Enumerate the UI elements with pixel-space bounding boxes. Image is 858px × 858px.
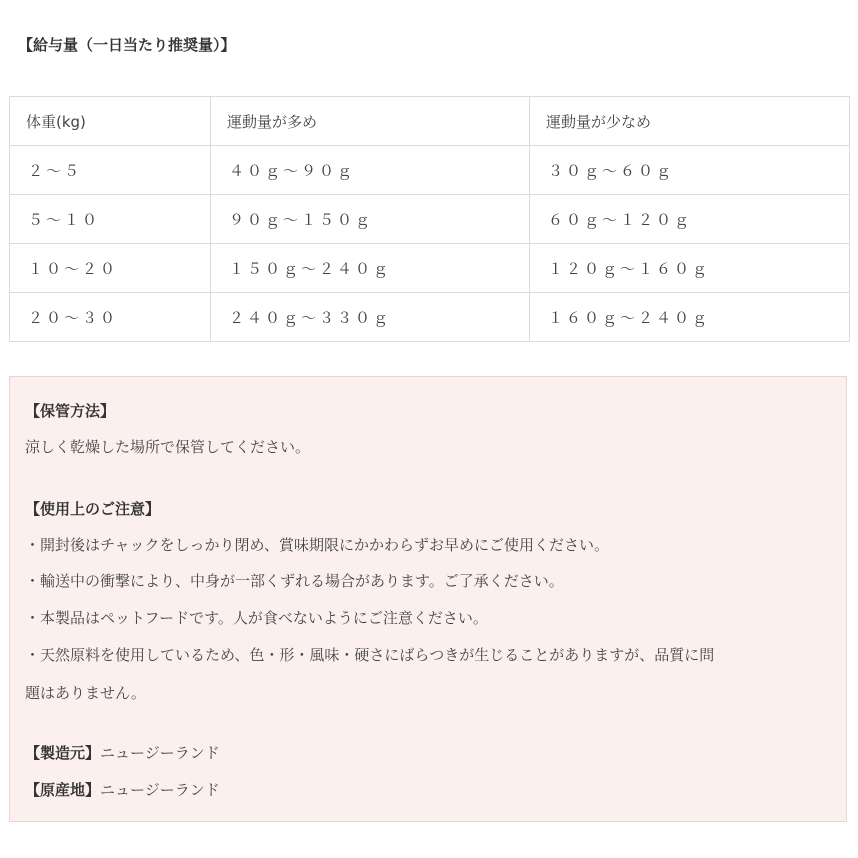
- maker-label: 【製造元】: [25, 744, 101, 762]
- storage-text: 涼しく乾燥した場所で保管してください。: [25, 438, 311, 456]
- low-activity-cell: １２０ｇ～１６０ｇ: [530, 244, 850, 293]
- storage-title: 【保管方法】: [25, 402, 116, 420]
- weight-cell: ５～１０: [10, 195, 211, 244]
- weight-cell: ２～５: [10, 146, 211, 195]
- low-activity-cell: ６０ｇ～１２０ｇ: [530, 195, 850, 244]
- caution-title: 【使用上のご注意】: [25, 500, 161, 518]
- notes-box: [9, 376, 847, 822]
- weight-cell: １０～２０: [10, 244, 211, 293]
- low-activity-cell: ３０ｇ～６０ｇ: [530, 146, 850, 195]
- caution-item-continued: 題はありません。: [25, 684, 146, 702]
- feeding-table: [9, 96, 850, 342]
- caution-item: ・輸送中の衝撃により、中身が一部くずれる場合があります。ご了承ください。: [25, 572, 564, 590]
- high-activity-cell: ２４０ｇ～３３０ｇ: [211, 293, 530, 342]
- high-activity-cell: １５０ｇ～２４０ｇ: [211, 244, 530, 293]
- origin-value: ニュージーランド: [100, 781, 220, 799]
- high-activity-cell: ４０ｇ～９０ｇ: [211, 146, 530, 195]
- origin-label: 【原産地】: [25, 781, 101, 799]
- header-weight: 体重(kg): [10, 97, 211, 146]
- header-high-activity: 運動量が多め: [211, 97, 530, 146]
- table-row: [10, 244, 850, 293]
- low-activity-cell: １６０ｇ～２４０ｇ: [530, 293, 850, 342]
- weight-cell: ２０～３０: [10, 293, 211, 342]
- caution-item: ・開封後はチャックをしっかり閉め、賞味期限にかかわらずお早めにご使用ください。: [25, 536, 609, 554]
- header-low-activity: 運動量が少なめ: [530, 97, 850, 146]
- maker-line: [25, 742, 220, 763]
- high-activity-cell: ９０ｇ～１５０ｇ: [211, 195, 530, 244]
- caution-item: ・本製品はペットフードです。人が食べないようにご注意ください。: [25, 609, 488, 627]
- feeding-amount-heading: 【給与量（一日当たり推奨量）】: [18, 36, 236, 54]
- table-row: [10, 146, 850, 195]
- table-row: [10, 195, 850, 244]
- maker-value: ニュージーランド: [100, 744, 220, 762]
- table-header-row: [10, 97, 850, 146]
- origin-line: [25, 779, 220, 800]
- table-row: [10, 293, 850, 342]
- caution-item: ・天然原料を使用しているため、色・形・風味・硬さにばらつきが生じることがありますが、品質に問: [25, 646, 715, 664]
